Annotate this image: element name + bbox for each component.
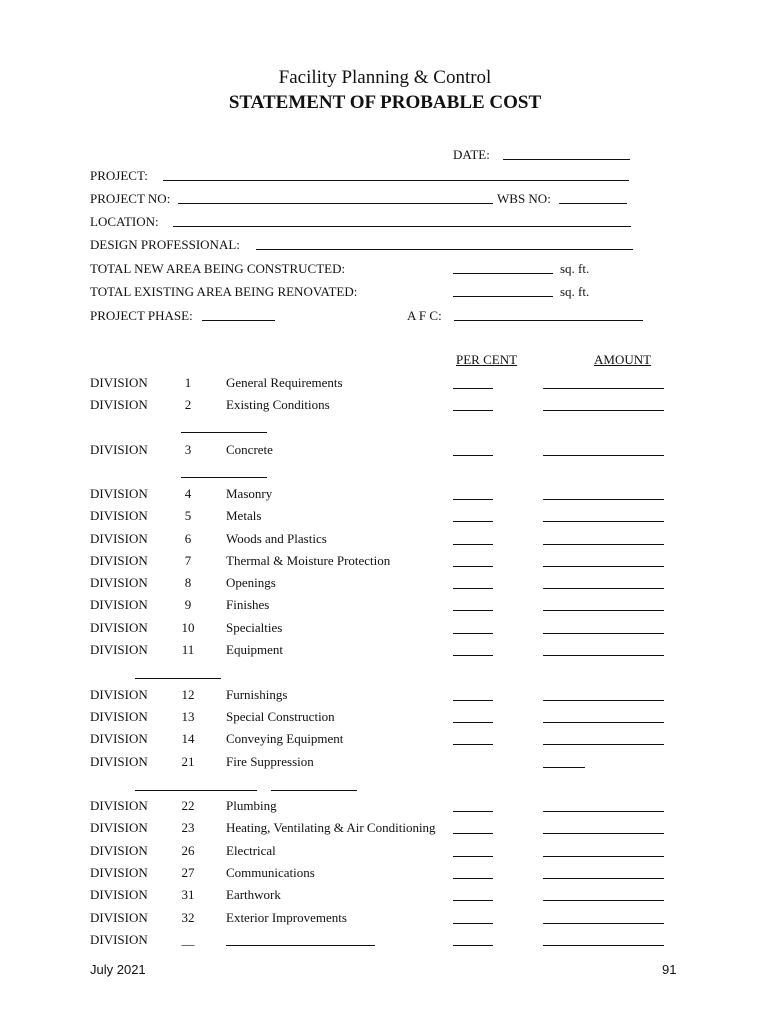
percent-field[interactable] [453, 588, 493, 589]
existing-area-field[interactable] [453, 296, 553, 297]
division-name-field[interactable] [226, 945, 375, 946]
division-word: DIVISION [90, 932, 148, 947]
division-name: Fire Suppression [226, 754, 314, 769]
division-number: 6 [184, 531, 192, 546]
division-number: 5 [184, 508, 192, 523]
division-name: Woods and Plastics [226, 531, 327, 546]
amount-column-header: AMOUNT [594, 352, 652, 367]
amount-field[interactable] [543, 923, 664, 924]
division-word: DIVISION [90, 843, 148, 858]
division-word: DIVISION [90, 887, 148, 902]
divider-line [135, 678, 221, 679]
division-number: 14 [181, 731, 195, 746]
date-label: DATE: [453, 147, 490, 162]
amount-field[interactable] [543, 722, 664, 723]
wbs-label: WBS NO: [497, 191, 551, 206]
percent-field[interactable] [453, 410, 493, 411]
wbs-field[interactable] [559, 203, 627, 204]
percent-field[interactable] [453, 521, 493, 522]
percent-field[interactable] [453, 499, 493, 500]
division-name: Conveying Equipment [226, 731, 344, 746]
amount-field[interactable] [543, 744, 664, 745]
division-word: DIVISION [90, 798, 148, 813]
amount-field[interactable] [543, 655, 664, 656]
page-number: 91 [662, 962, 677, 977]
division-number: 23 [181, 820, 195, 835]
division-number: 22 [181, 798, 195, 813]
location-label: LOCATION: [90, 214, 159, 229]
division-word: DIVISION [90, 642, 148, 657]
percent-field[interactable] [453, 878, 493, 879]
division-name: Concrete [226, 442, 273, 457]
percent-field[interactable] [453, 566, 493, 567]
project-phase-label: PROJECT PHASE: [90, 308, 193, 323]
location-field[interactable] [173, 226, 631, 227]
percent-field[interactable] [453, 833, 493, 834]
amount-field[interactable] [543, 521, 664, 522]
division-word: DIVISION [90, 820, 148, 835]
division-name: Equipment [226, 642, 284, 657]
division-name: Metals [226, 508, 262, 523]
percent-field[interactable] [453, 945, 493, 946]
division-name: Communications [226, 865, 315, 880]
amount-field[interactable] [543, 856, 664, 857]
division-word: DIVISION [90, 508, 148, 523]
percent-field[interactable] [453, 811, 493, 812]
new-area-unit: sq. ft. [560, 261, 590, 276]
percent-field[interactable] [453, 655, 493, 656]
percent-field[interactable] [453, 388, 493, 389]
amount-field[interactable] [543, 566, 664, 567]
page-title: STATEMENT OF PROBABLE COST [228, 92, 542, 113]
amount-field[interactable] [543, 633, 664, 634]
division-number: 1 [184, 375, 192, 390]
division-word: DIVISION [90, 687, 148, 702]
division-word: DIVISION [90, 709, 148, 724]
division-word: DIVISION [90, 731, 148, 746]
project-no-label: PROJECT NO: [90, 191, 171, 206]
divider-line [181, 477, 267, 478]
division-name: Specialties [226, 620, 283, 635]
division-name: Exterior Improvements [226, 910, 347, 925]
divider-line [181, 432, 267, 433]
amount-field[interactable] [543, 767, 585, 768]
division-name: Masonry [226, 486, 273, 501]
percent-field[interactable] [453, 923, 493, 924]
division-word: DIVISION [90, 910, 148, 925]
new-area-label: TOTAL NEW AREA BEING CONSTRUCTED: [90, 261, 346, 276]
project-no-field[interactable] [178, 203, 493, 204]
amount-field[interactable] [543, 388, 664, 389]
division-word: DIVISION [90, 865, 148, 880]
division-number: 11 [181, 642, 195, 657]
division-word: DIVISION [90, 397, 148, 412]
percent-field[interactable] [453, 544, 493, 545]
division-number: 10 [181, 620, 195, 635]
amount-field[interactable] [543, 410, 664, 411]
amount-field[interactable] [543, 878, 664, 879]
percent-field[interactable] [453, 722, 493, 723]
amount-field[interactable] [543, 811, 664, 812]
division-word: DIVISION [90, 754, 148, 769]
existing-area-unit: sq. ft. [560, 284, 590, 299]
project-field[interactable] [163, 180, 629, 181]
division-number: 9 [184, 597, 192, 612]
percent-field[interactable] [453, 610, 493, 611]
percent-field[interactable] [453, 455, 493, 456]
amount-field[interactable] [543, 610, 664, 611]
divider-line [271, 790, 357, 791]
division-name: Finishes [226, 597, 270, 612]
division-word: DIVISION [90, 620, 148, 635]
division-name: Heating, Ventilating & Air Conditioning [226, 820, 436, 835]
project-phase-field[interactable] [202, 320, 275, 321]
new-area-field[interactable] [453, 273, 553, 274]
division-name: Special Construction [226, 709, 335, 724]
division-name: Plumbing [226, 798, 277, 813]
division-number: 3 [184, 442, 192, 457]
amount-field[interactable] [543, 455, 664, 456]
percent-field[interactable] [453, 700, 493, 701]
division-name: Openings [226, 575, 276, 590]
afc-field[interactable] [454, 320, 643, 321]
percent-field[interactable] [453, 633, 493, 634]
org-title: Facility Planning & Control [278, 67, 492, 88]
division-name: Earthwork [226, 887, 281, 902]
divider-line [135, 790, 257, 791]
division-word: DIVISION [90, 486, 148, 501]
division-number: 32 [181, 910, 195, 925]
division-number: 26 [181, 843, 195, 858]
division-number: 27 [181, 865, 195, 880]
division-number: __ [181, 932, 195, 947]
afc-label: A F C: [407, 308, 442, 323]
division-word: DIVISION [90, 575, 148, 590]
date-field[interactable] [503, 159, 630, 160]
percent-field[interactable] [453, 856, 493, 857]
division-word: DIVISION [90, 375, 148, 390]
division-word: DIVISION [90, 442, 148, 457]
percent-field[interactable] [453, 744, 493, 745]
division-number: 4 [184, 486, 192, 501]
amount-field[interactable] [543, 700, 664, 701]
amount-field[interactable] [543, 588, 664, 589]
amount-field[interactable] [543, 945, 664, 946]
design-professional-label: DESIGN PROFESSIONAL: [90, 237, 240, 252]
amount-field[interactable] [543, 900, 664, 901]
division-number: 2 [184, 397, 192, 412]
amount-field[interactable] [543, 833, 664, 834]
division-number: 12 [181, 687, 195, 702]
design-professional-field[interactable] [256, 249, 633, 250]
division-name: Existing Conditions [226, 397, 330, 412]
division-name: Electrical [226, 843, 276, 858]
division-name: Thermal & Moisture Protection [226, 553, 391, 568]
project-label: PROJECT: [90, 168, 148, 183]
division-name: Furnishings [226, 687, 288, 702]
division-word: DIVISION [90, 553, 148, 568]
amount-field[interactable] [543, 544, 664, 545]
division-name: General Requirements [226, 375, 343, 390]
existing-area-label: TOTAL EXISTING AREA BEING RENOVATED: [90, 284, 358, 299]
division-number: 8 [184, 575, 192, 590]
amount-field[interactable] [543, 499, 664, 500]
footer-date: July 2021 [90, 962, 146, 977]
division-number: 21 [181, 754, 195, 769]
division-number: 7 [184, 553, 192, 568]
division-number: 31 [181, 887, 195, 902]
percent-column-header: PER CENT [456, 352, 518, 367]
division-word: DIVISION [90, 597, 148, 612]
division-word: DIVISION [90, 531, 148, 546]
percent-field[interactable] [453, 900, 493, 901]
division-number: 13 [181, 709, 195, 724]
